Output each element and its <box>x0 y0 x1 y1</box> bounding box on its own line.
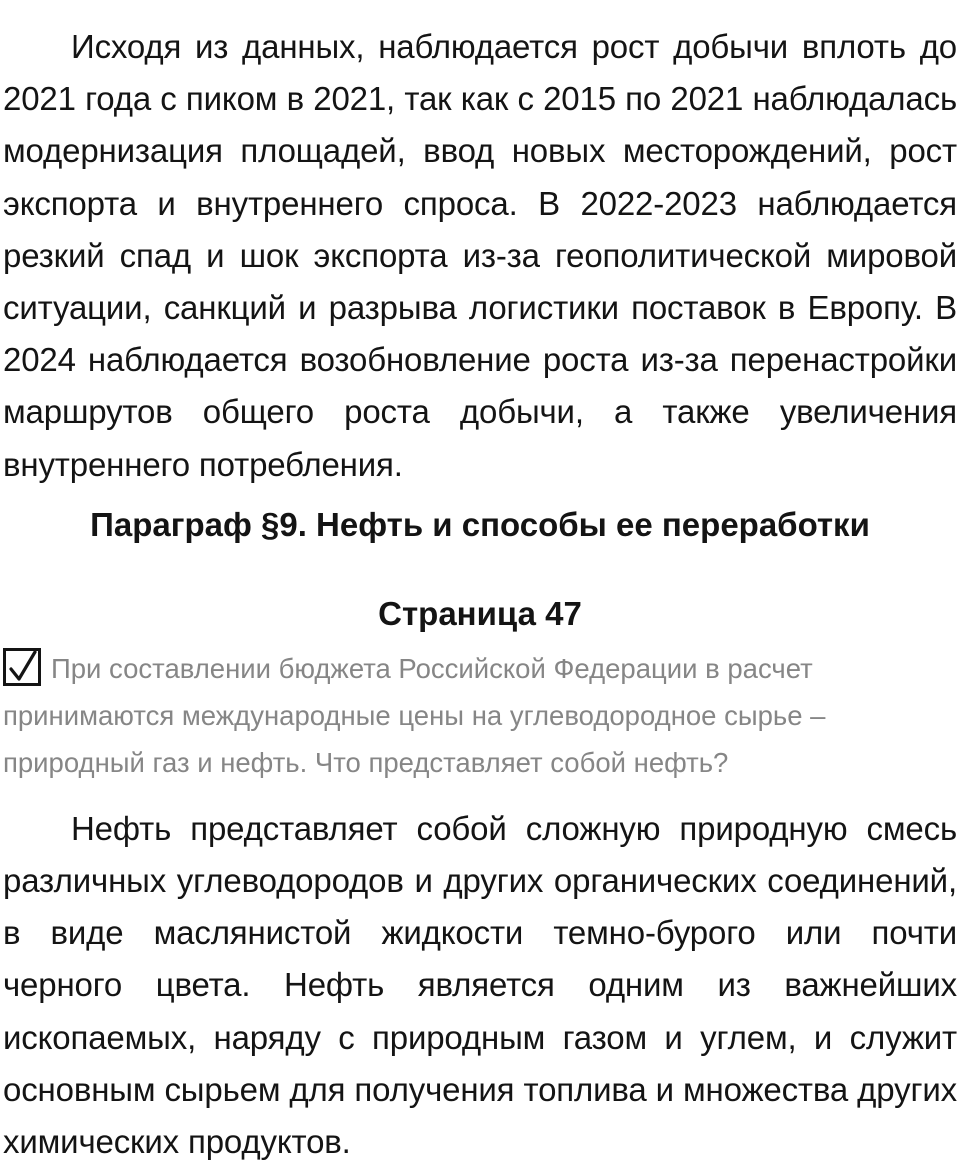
section-title: Параграф §9. Нефть и способы ее переработки <box>90 505 870 543</box>
question-block <box>3 645 957 786</box>
answer-paragraph: Нефть представляет собой сложную природную смесь различных углеводородов и других органических соединений, в виде маслянистой жидкости темно-бурого или почти черного цвета. Нефть является одним из важнейших ископаемых, наряду с природным газом и углем, и служит основным сырьем для получения топлива и множества других химических продуктов. <box>3 809 957 1161</box>
intro-paragraph: Исходя из данных, наблюдается рост добычи вплоть до 2021 года с пиком в 2021, так как с 2015 по 2021 наблюдалась модернизация площадей, ввод новых месторождений, рост экспорта и внутреннего спроса. В 2022-2023 наблюдается резкий спад и шок экспорта из-за геополитической мировой ситуации, санкций и разрыва логистики поставок в Европу. В 2024 наблюдается возобновление роста из-за перенастройки маршрутов общего роста добычи, а также увеличения внутреннего потребления. <box>3 28 957 483</box>
check-box-icon <box>3 648 41 686</box>
page-title: Страница 47 <box>378 594 582 632</box>
question-text: При составлении бюджета Российской Федерации в расчет принимаются международные цены на углеводородное сырье – природный газ и нефть. Что представляет собой нефть? <box>3 652 826 778</box>
